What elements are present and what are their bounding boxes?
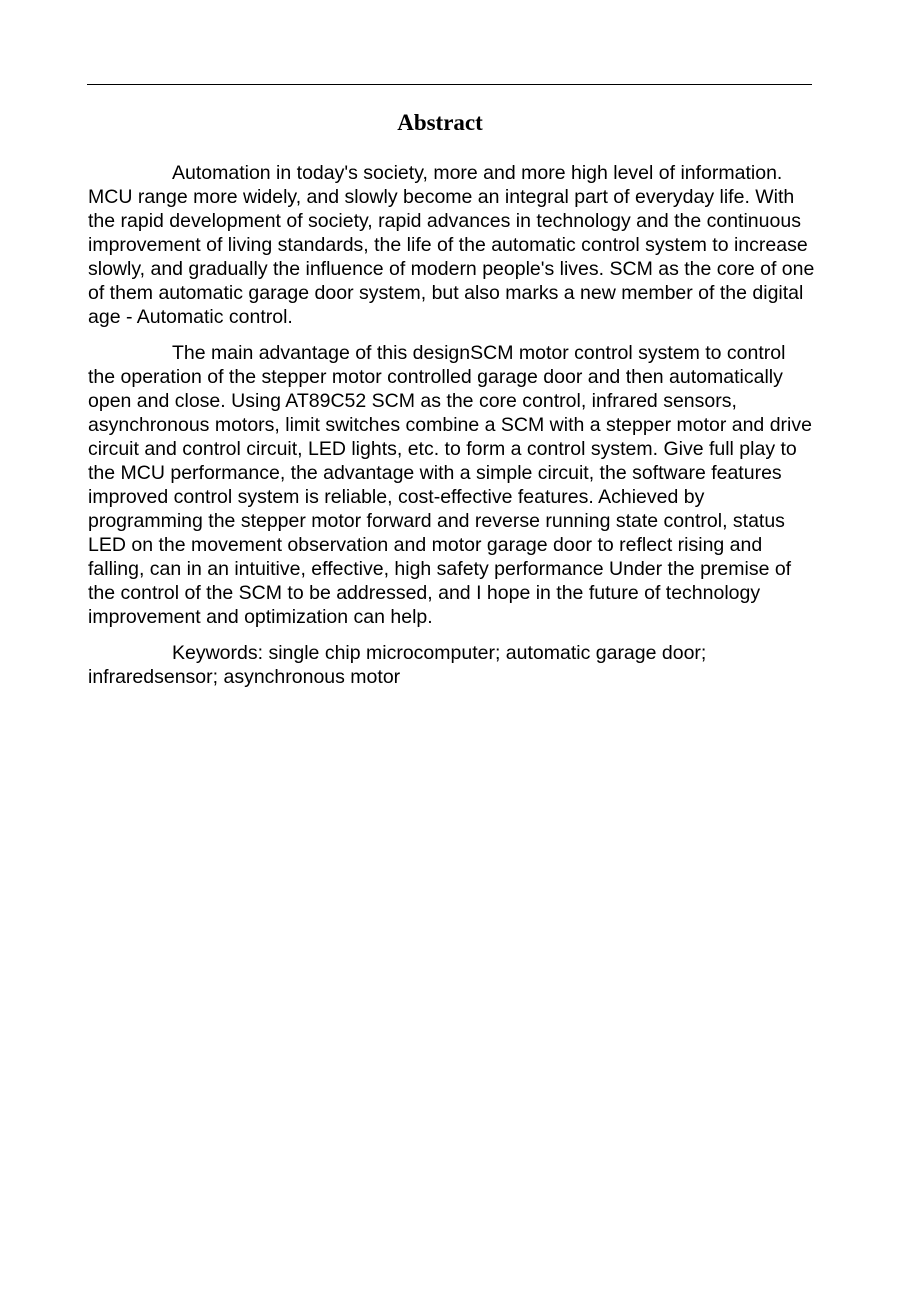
abstract-paragraph-1: Automation in today's society, more and more high level of information. MCU range more widely, and slowly become an integral part of everyday life. With the rapid development of society, rapid advances in technology and the continuous improvement of living standards, the life of the automatic control system to increase slowly, and gradually the influence of modern people's lives. SCM as the core of one of them automatic garage door system, but also marks a new member of the digital age - Automatic control. [88, 162, 815, 328]
abstract-body [88, 161, 816, 701]
header-rule [87, 84, 812, 85]
keywords-paragraph: Keywords: single chip microcomputer; automatic garage door; infraredsensor; asynchronous motor [88, 642, 707, 688]
abstract-title: Abstract [397, 110, 483, 135]
abstract-paragraph-2: The main advantage of this designSCM motor control system to control the operation of the stepper motor controlled garage door and then automatically open and close. Using AT89C52 SCM as the core control, infrared sensors, asynchronous motors, limit switches combine a SCM with a stepper motor and drive circuit and control circuit, LED lights, etc. to form a control system. Give full play to the MCU performance, the advantage with a simple circuit, the software features improved control system is reliable, cost-effective features. Achieved by programming the stepper motor forward and reverse running state control, status LED on the movement observation and motor garage door to reflect rising and falling, can in an intuitive, effective, high safety performance Under the premise of the control of the SCM to be addressed, and I hope in the future of technology improvement and optimization can help. [88, 342, 812, 628]
